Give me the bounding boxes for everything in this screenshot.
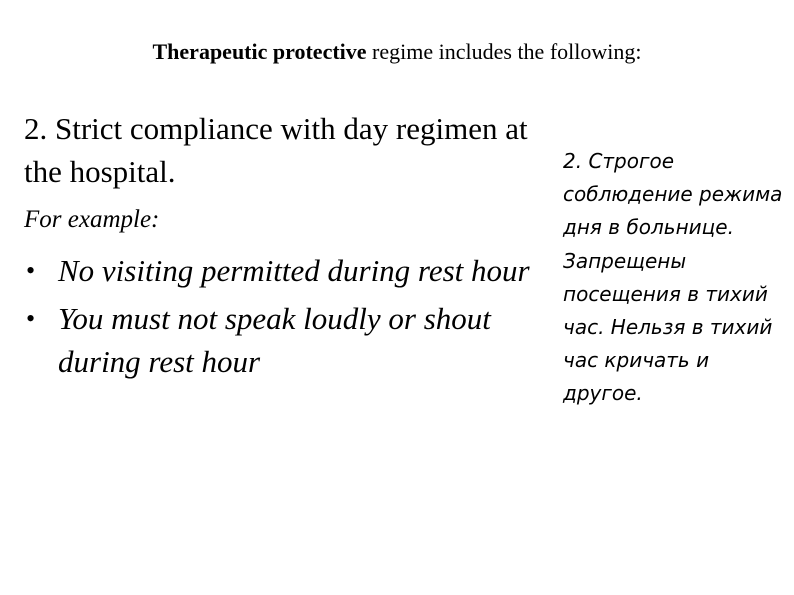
bullet-text: No visiting permitted during rest hour	[58, 253, 530, 288]
point-heading: 2. Strict compliance with day regimen at the hospital.	[24, 111, 528, 189]
slide-title-bold: Therapeutic protective	[152, 39, 367, 64]
slide-title-rest: regime includes the following:	[366, 39, 642, 64]
russian-point-heading: 2. Строгое соблюдение режима дня в больнице.	[563, 149, 783, 239]
russian-column	[563, 145, 785, 410]
bullet-list	[24, 249, 544, 383]
slide-title	[0, 38, 794, 66]
english-column	[24, 107, 544, 388]
example-label: For example:	[24, 206, 160, 233]
bullet-text: You must not speak loudly or shout during rest hour	[58, 301, 491, 379]
list-item	[24, 297, 544, 383]
bullet-icon: •	[26, 256, 36, 285]
russian-example-text: Запрещены посещения в тихий час. Нельзя в тихий час кричать и другое.	[563, 249, 773, 405]
bullet-icon: •	[26, 304, 36, 333]
list-item	[24, 249, 544, 292]
